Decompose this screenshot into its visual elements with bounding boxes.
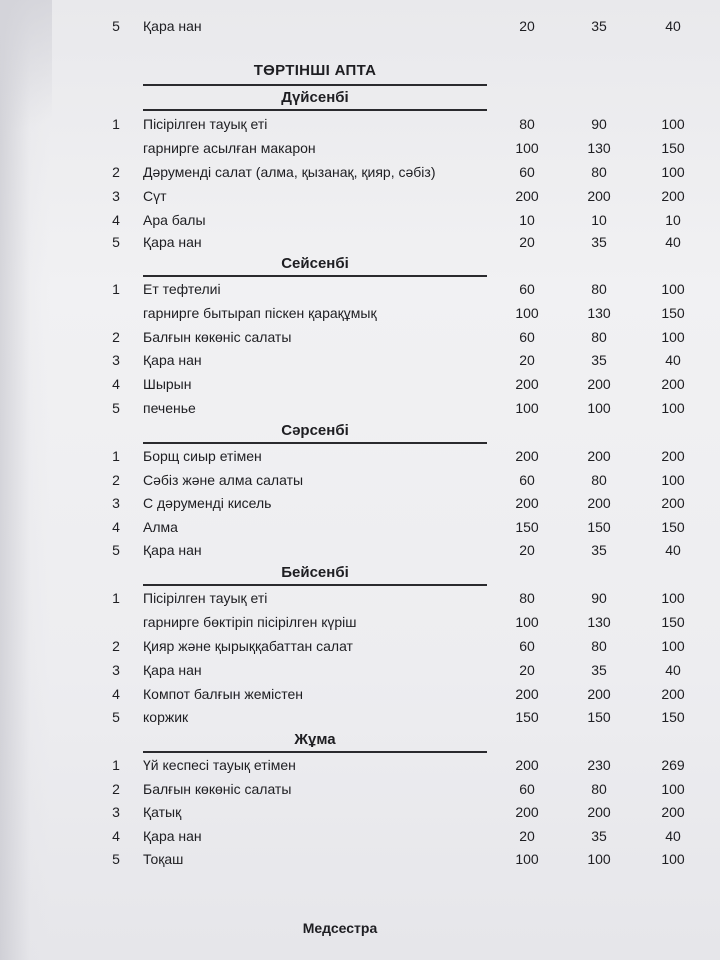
dish-name: Пісірілген тауық еті — [143, 116, 268, 132]
dish-name: Қара нан — [143, 18, 202, 34]
portion-value-1: 200 — [515, 376, 539, 392]
footer-signature: Медсестра — [302, 920, 378, 936]
row-number: 5 — [112, 851, 120, 867]
dish-name: С дәрумендi кисель — [143, 495, 272, 511]
portion-value-1: 150 — [515, 709, 539, 725]
table-row — [0, 348, 720, 372]
portion-value-1: 60 — [519, 281, 535, 297]
portion-value-3: 150 — [661, 305, 685, 321]
portion-value-3: 200 — [661, 376, 685, 392]
portion-value-3: 150 — [661, 519, 685, 535]
day-title-tuesday: Сейсенбі — [143, 253, 487, 277]
portion-value-3: 200 — [661, 495, 685, 511]
dish-name: Қияр және қырыққабаттан салат — [143, 638, 353, 654]
row-number: 2 — [112, 164, 120, 180]
table-row — [0, 372, 720, 396]
portion-value-3: 150 — [661, 709, 685, 725]
row-number: 2 — [112, 781, 120, 797]
table-row — [0, 112, 720, 136]
row-number: 3 — [112, 804, 120, 820]
dish-name: Үй кеспесі тауық етімен — [143, 757, 296, 773]
portion-value-3: 100 — [661, 281, 685, 297]
dish-name: гарнирге бөктіріп пісірілген күріш — [143, 614, 357, 630]
portion-value-2: 200 — [587, 448, 611, 464]
portion-value-1: 60 — [519, 781, 535, 797]
dish-name: Ет тефтелиі — [143, 281, 221, 297]
portion-value-1: 60 — [519, 472, 535, 488]
dish-name: гарнирге бытырап піскен қарақұмық — [143, 305, 377, 321]
day-title-monday: Дүйсенбі — [143, 87, 487, 111]
portion-value-2: 200 — [587, 376, 611, 392]
table-row — [0, 491, 720, 515]
table-row — [0, 277, 720, 301]
dish-name: Сәбіз және алма салаты — [143, 472, 304, 488]
table-row — [0, 586, 720, 610]
portion-value-1: 200 — [515, 448, 539, 464]
portion-value-2: 150 — [587, 519, 611, 535]
portion-value-1: 80 — [519, 116, 535, 132]
portion-value-3: 100 — [661, 851, 685, 867]
row-number: 1 — [112, 116, 120, 132]
portion-value-2: 35 — [591, 234, 607, 250]
portion-value-2: 130 — [587, 305, 611, 321]
portion-value-3: 40 — [665, 234, 681, 250]
portion-value-2: 35 — [591, 352, 607, 368]
row-number: 4 — [112, 828, 120, 844]
row-number: 3 — [112, 495, 120, 511]
portion-value-2: 35 — [591, 662, 607, 678]
portion-value-1: 200 — [515, 188, 539, 204]
dish-name: Дәрумендi салат (алма, қызанақ, қияр, сәбіз) — [143, 164, 436, 180]
row-number: 5 — [112, 709, 120, 725]
portion-value-2: 90 — [591, 590, 607, 606]
table-row — [0, 230, 720, 254]
table-row — [0, 396, 720, 420]
table-row — [0, 301, 720, 325]
portion-value-3: 40 — [665, 662, 681, 678]
portion-value-2: 10 — [591, 212, 607, 228]
dish-name: Сүт — [143, 188, 167, 204]
portion-value-2: 80 — [591, 472, 607, 488]
portion-value-2: 130 — [587, 614, 611, 630]
portion-value-2: 80 — [591, 638, 607, 654]
portion-value-1: 20 — [519, 234, 535, 250]
row-number: 2 — [112, 472, 120, 488]
table-row — [0, 800, 720, 824]
row-number: 5 — [112, 542, 120, 558]
dish-name: печенье — [143, 400, 196, 416]
portion-value-1: 100 — [515, 305, 539, 321]
portion-value-2: 35 — [591, 542, 607, 558]
table-row — [0, 634, 720, 658]
table-row — [0, 658, 720, 682]
portion-value-3: 40 — [665, 352, 681, 368]
dish-name: Борщ сиыр етімен — [143, 448, 262, 464]
row-number: 5 — [112, 400, 120, 416]
portion-value-2: 80 — [591, 164, 607, 180]
row-number: 2 — [112, 329, 120, 345]
dish-name: Қара нан — [143, 542, 202, 558]
day-title-friday: Жұма — [143, 729, 487, 753]
week-title-rule — [143, 84, 487, 86]
table-row — [0, 538, 720, 562]
row-number: 2 — [112, 638, 120, 654]
portion-value-1: 20 — [519, 18, 535, 34]
table-row — [0, 515, 720, 539]
portion-value-1: 20 — [519, 542, 535, 558]
table-row — [0, 208, 720, 232]
dish-name: Қатық — [143, 804, 182, 820]
portion-value-2: 100 — [587, 851, 611, 867]
table-row — [0, 777, 720, 801]
table-row — [0, 847, 720, 871]
portion-value-2: 200 — [587, 686, 611, 702]
row-number: 4 — [112, 686, 120, 702]
portion-value-1: 200 — [515, 757, 539, 773]
dish-name: Балғын көкөніс салаты — [143, 329, 292, 345]
portion-value-3: 100 — [661, 116, 685, 132]
row-number: 3 — [112, 352, 120, 368]
dish-name: Тоқаш — [143, 851, 184, 867]
dish-name: Балғын көкөніс салаты — [143, 781, 292, 797]
dish-name: Компот балғын жемістен — [143, 686, 304, 702]
portion-value-3: 200 — [661, 804, 685, 820]
table-row — [0, 325, 720, 349]
portion-value-1: 60 — [519, 329, 535, 345]
dish-name: Пісірілген тауық еті — [143, 590, 268, 606]
dish-name: коржик — [143, 709, 189, 725]
portion-value-3: 40 — [665, 18, 681, 34]
portion-value-1: 80 — [519, 590, 535, 606]
row-number: 3 — [112, 662, 120, 678]
dish-name: Алма — [143, 519, 178, 535]
portion-value-1: 100 — [515, 400, 539, 416]
row-number: 4 — [112, 376, 120, 392]
portion-value-1: 200 — [515, 686, 539, 702]
portion-value-1: 200 — [515, 495, 539, 511]
portion-value-2: 200 — [587, 495, 611, 511]
portion-value-1: 60 — [519, 638, 535, 654]
portion-value-2: 80 — [591, 781, 607, 797]
portion-value-2: 35 — [591, 18, 607, 34]
table-row — [0, 610, 720, 634]
portion-value-1: 60 — [519, 164, 535, 180]
dish-name: Қара нан — [143, 662, 202, 678]
portion-value-2: 90 — [591, 116, 607, 132]
dish-name: Қара нан — [143, 352, 202, 368]
portion-value-1: 200 — [515, 804, 539, 820]
portion-value-3: 100 — [661, 472, 685, 488]
day-title-thursday: Бейсенбі — [143, 562, 487, 586]
portion-value-3: 100 — [661, 590, 685, 606]
dish-name: Ара балы — [143, 212, 206, 228]
portion-value-3: 200 — [661, 188, 685, 204]
table-row — [0, 753, 720, 777]
portion-value-3: 10 — [665, 212, 681, 228]
row-number: 3 — [112, 188, 120, 204]
table-row — [0, 14, 720, 38]
portion-value-2: 200 — [587, 804, 611, 820]
portion-value-1: 20 — [519, 828, 535, 844]
portion-value-3: 150 — [661, 614, 685, 630]
portion-value-3: 200 — [661, 448, 685, 464]
portion-value-2: 100 — [587, 400, 611, 416]
table-row — [0, 136, 720, 160]
portion-value-3: 150 — [661, 140, 685, 156]
row-number: 1 — [112, 281, 120, 297]
portion-value-3: 100 — [661, 329, 685, 345]
portion-value-1: 100 — [515, 140, 539, 156]
portion-value-1: 100 — [515, 851, 539, 867]
portion-value-2: 35 — [591, 828, 607, 844]
portion-value-3: 200 — [661, 686, 685, 702]
portion-value-3: 100 — [661, 400, 685, 416]
portion-value-3: 100 — [661, 164, 685, 180]
row-number: 5 — [112, 234, 120, 250]
portion-value-2: 200 — [587, 188, 611, 204]
dish-name: Қара нан — [143, 234, 202, 250]
table-row — [0, 705, 720, 729]
portion-value-1: 100 — [515, 614, 539, 630]
week-title: ТӨРТІНШІ АПТА — [253, 62, 377, 79]
row-number: 4 — [112, 519, 120, 535]
portion-value-1: 10 — [519, 212, 535, 228]
table-row — [0, 184, 720, 208]
portion-value-1: 20 — [519, 352, 535, 368]
portion-value-3: 40 — [665, 828, 681, 844]
portion-value-2: 150 — [587, 709, 611, 725]
portion-value-3: 269 — [661, 757, 685, 773]
day-title-wednesday: Сәрсенбі — [143, 420, 487, 444]
row-number: 5 — [112, 18, 120, 34]
dish-name: Қара нан — [143, 828, 202, 844]
table-row — [0, 682, 720, 706]
table-row — [0, 468, 720, 492]
row-number: 1 — [112, 757, 120, 773]
portion-value-1: 20 — [519, 662, 535, 678]
table-row — [0, 444, 720, 468]
dish-name: Шырын — [143, 376, 192, 392]
row-number: 4 — [112, 212, 120, 228]
portion-value-3: 100 — [661, 638, 685, 654]
row-number: 1 — [112, 448, 120, 464]
portion-value-3: 100 — [661, 781, 685, 797]
portion-value-3: 40 — [665, 542, 681, 558]
table-row — [0, 824, 720, 848]
portion-value-2: 230 — [587, 757, 611, 773]
portion-value-2: 130 — [587, 140, 611, 156]
portion-value-1: 150 — [515, 519, 539, 535]
row-number: 1 — [112, 590, 120, 606]
dish-name: гарнирге асылған макарон — [143, 140, 316, 156]
portion-value-2: 80 — [591, 329, 607, 345]
table-row — [0, 160, 720, 184]
portion-value-2: 80 — [591, 281, 607, 297]
